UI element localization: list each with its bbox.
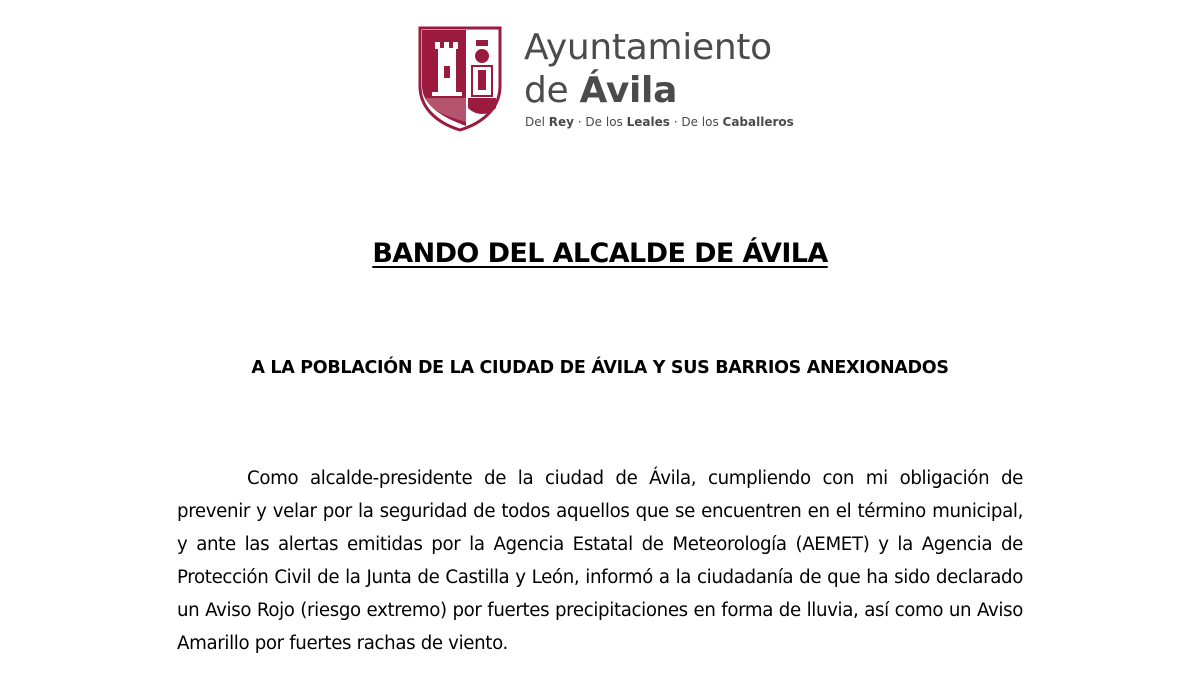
motto-part: · De los [573, 115, 627, 129]
document-title [0, 238, 1200, 269]
motto-part: · De los [669, 115, 723, 129]
motto-caballeros: Caballeros [722, 115, 794, 129]
document-subtitle: A LA POBLACIÓN DE LA CIUDAD DE ÁVILA Y SUS BARRIOS ANEXIONADOS [251, 358, 949, 378]
motto-rey: Rey [548, 115, 574, 129]
motto-leales: Leales [626, 115, 670, 129]
municipal-header [418, 26, 798, 136]
coat-of-arms-logo [418, 26, 502, 132]
document-title-text: BANDO DEL ALCALDE DE ÁVILA [372, 238, 828, 269]
org-name-line1: Ayuntamiento [524, 27, 772, 68]
org-name-city: Ávila [579, 70, 678, 111]
org-name-line2 [524, 70, 678, 111]
motto [525, 115, 794, 129]
org-name-prefix: de [524, 70, 580, 111]
body-paragraph: Como alcalde-presidente de la ciudad de Ávila, cumpliendo con mi obligación de prevenir y velar por la seguridad de todos aquellos que se encuentren en el término municipal, y ante las alertas emitidas por la Agencia Estatal de Meteorología (AEMET) y la Agencia de Protección Civil de la Junta de Castilla y León, informó a la ciudadanía de que ha sido declarado un Aviso Rojo (riesgo extremo) por fuertes precipitaciones en forma de lluvia, así como un Aviso Amarillo por fuertes rachas de viento. [177, 468, 1023, 654]
motto-part: Del [525, 115, 549, 129]
